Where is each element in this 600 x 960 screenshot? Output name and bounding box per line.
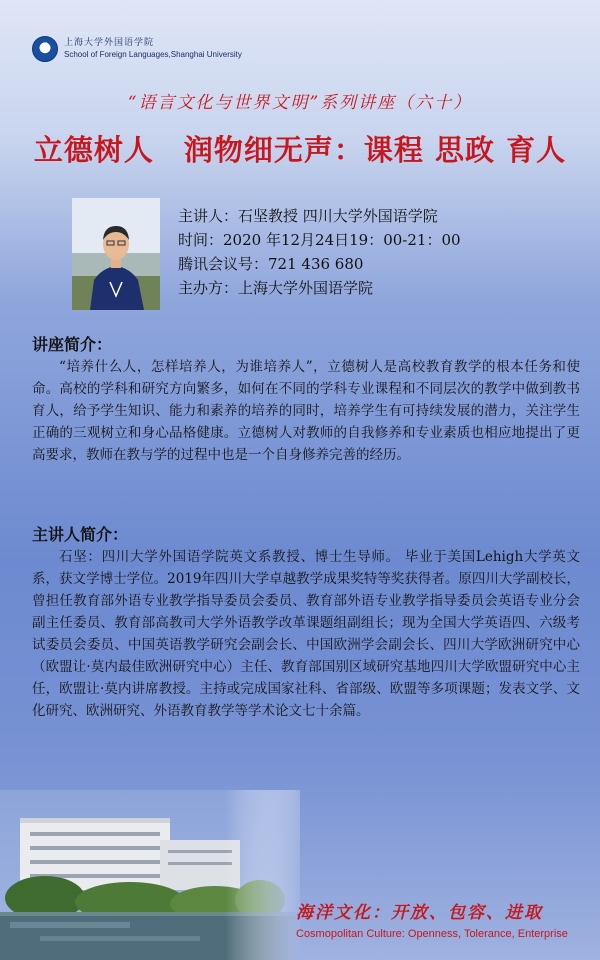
speaker-bio-text: 石坚：四川大学外国语学院英文系教授、博士生导师。 毕业于美国Lehigh大学英文系，获文学博士学位。2019年四川大学卓越教学成果奖特等奖获得者。原四川大学副校长，曾担任教育部外语专业教学指导委员会委员、教育部外语专业教学指导委员会英语专业分会副主任委员、教育部高教司大学外语教学改革课题组副组长；现为全国大学英语四、六级考试委员会委员、中国英语教学研究会副会长、中国欧洲学会副会长、四川大学欧洲研究中心（欧盟让·莫内最佳欧洲研究中心）主任、教育部国别区域研究基地四川大学欧盟研究中心主任，欧盟让·莫内讲席教授。主持或完成国家社科、省部级、欧盟等多项课题；发表文学、文化研究、欧洲研究、外语教育教学等学术论文七十余篇。 <box>32 549 580 719</box>
organizer-line: 主办方：上海大学外国语学院 <box>178 279 374 297</box>
campus-image <box>0 790 300 960</box>
main-title: 立德树人 润物细无声：课程 思政 育人 <box>33 133 567 167</box>
speaker-line: 主讲人：石坚教授 四川大学外国语学院 <box>178 207 438 225</box>
school-name <box>64 38 242 60</box>
campus-building-icon <box>0 790 300 960</box>
time-line: 时间：2020 年12月24日19：00-21：00 <box>178 231 461 249</box>
speaker-portrait-icon <box>72 198 160 310</box>
lecture-summary-text: “培养什么人，怎样培养人，为谁培养人”，立德树人是高校教育教学的根本任务和使命。高校的学科和研究方向繁多，如何在不同的学科专业课程和不同层次的教学中做到教书育人，给予学生知识、能力和素养的培养的同时，培养学生有可持续发展的潜力，关注学生正确的三观树立和身心品格健康。立德树人对教师的自我修养和专业素质也相应地提出了更高要求，教师在教与学的过程中也是一个自身修养完善的经历。 <box>32 359 580 463</box>
university-seal-icon <box>32 36 58 62</box>
meeting-id-line: 腾讯会议号：721 436 680 <box>178 255 364 273</box>
slogan-cn: 海洋文化：开放、包容、进取 <box>296 903 543 923</box>
school-name-cn: 上海大学外国语学院 <box>64 38 155 48</box>
lecture-summary-heading: 讲座简介： <box>32 335 113 354</box>
lecture-info <box>178 204 461 300</box>
school-name-en: School of Foreign Languages,Shanghai University <box>64 50 242 59</box>
series-title: “语言文化与世界文明”系列讲座（六十） <box>127 93 473 113</box>
school-logo <box>32 36 242 62</box>
speaker-bio-heading: 主讲人简介： <box>32 525 129 544</box>
slogan-en: Cosmopolitan Culture: Openness, Tolerance, Enterprise <box>296 928 568 940</box>
speaker-photo <box>72 198 160 310</box>
